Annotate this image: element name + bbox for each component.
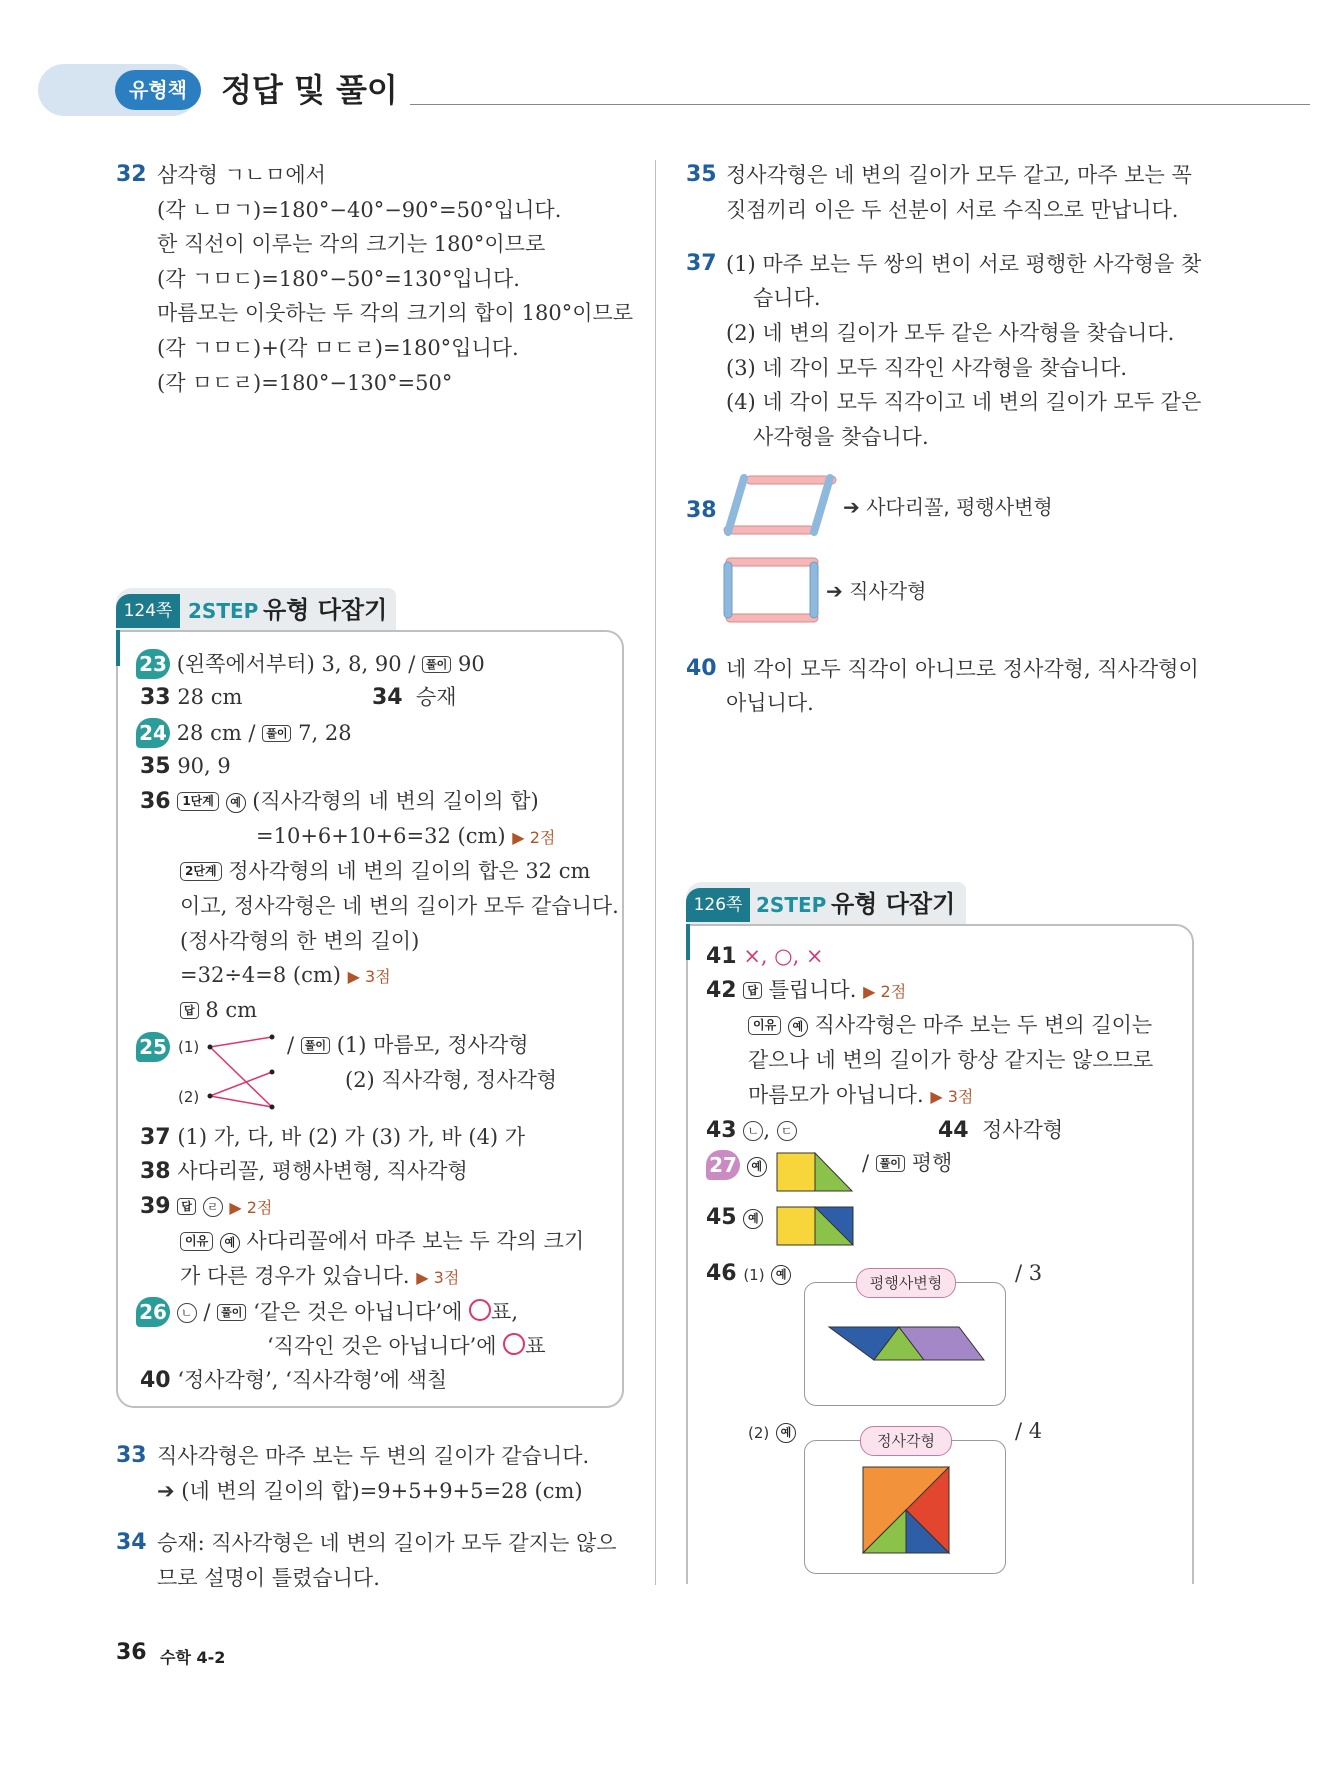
circled-letter: ㄹ <box>203 1197 223 1217</box>
row-23-after: 90 <box>451 652 485 676</box>
bubble-27: 27 <box>706 1150 740 1180</box>
q33-line: 직사각형은 마주 보는 두 변의 길이가 같습니다. <box>157 1444 590 1468</box>
points-label: ▶ 2점 <box>863 982 907 1001</box>
q37-number: 37 <box>686 251 717 276</box>
shape-label-2: 정사각형 <box>860 1426 952 1456</box>
row-23 <box>136 649 485 679</box>
q40-number: 40 <box>686 656 717 681</box>
row-36-line1 <box>140 788 539 815</box>
header-rule <box>410 104 1310 105</box>
q32-line: 한 직선이 이루는 각의 크기는 180°이므로 <box>157 232 546 256</box>
matching-lines <box>205 1030 285 1110</box>
row-41-text: ×, ○, × <box>743 944 824 968</box>
q37-line: (1) 마주 보는 두 쌍의 변이 서로 평행한 사각형을 찾 <box>726 252 1202 276</box>
row-39-line3 <box>180 1263 459 1291</box>
q33-line: ➔ (네 변의 길이의 합)=9+5+9+5=28 (cm) <box>157 1479 583 1503</box>
row-46-count2: / 4 <box>1015 1419 1043 1443</box>
row-42-line2 <box>748 1012 1152 1038</box>
box-page-tag: 124쪽 <box>116 594 180 628</box>
num-44: 44 <box>938 1118 969 1143</box>
tangram-square <box>862 1466 952 1556</box>
q32-number: 32 <box>116 162 147 187</box>
row-36-text: 8 cm <box>198 998 258 1022</box>
header-badge: 유형책 <box>115 70 201 110</box>
num-45: 45 <box>706 1205 737 1230</box>
row-36-text: =32÷4=8 (cm) <box>180 963 341 987</box>
q32-line: (각 ㄱㅁㄷ)+(각 ㅁㄷㄹ)=180°입니다. <box>157 336 519 360</box>
row-25-text: (1) 마름모, 정사각형 <box>336 1033 529 1057</box>
row-34-text: 승재 <box>415 685 457 709</box>
circle-mark <box>503 1333 525 1355</box>
row-36-line2 <box>256 823 555 851</box>
points-label: ▶ 2점 <box>512 828 556 847</box>
row-40-text: ‘정사각형’, ‘직사각형’에 색칠 <box>177 1368 448 1392</box>
row-41 <box>706 943 824 970</box>
example-mark: 예 <box>226 793 246 813</box>
row-36-text: (직사각형의 네 변의 길이의 합) <box>245 789 539 813</box>
q40-line: 아닙니다. <box>726 691 814 715</box>
row-39-text: 가 다른 경우가 있습니다. <box>180 1264 410 1288</box>
row-25-line2: (2) 직사각형, 정사각형 <box>345 1068 558 1092</box>
row-40 <box>140 1367 447 1394</box>
bubble-24: 24 <box>136 718 170 748</box>
num-42: 42 <box>706 978 737 1003</box>
q34-number: 34 <box>116 1530 147 1555</box>
row-25-b: (2) <box>178 1088 200 1106</box>
q32-line: 마름모는 이웃하는 두 각의 크기의 합이 180°이므로 <box>157 301 634 325</box>
num-39: 39 <box>140 1194 171 1219</box>
row-26-line1: 26 ㄴ / 풀이 ‘같은 것은 아닙니다’에 표, <box>136 1297 518 1327</box>
row-25-line1: / 풀이 (1) 마름모, 정사각형 <box>287 1033 529 1057</box>
tangram-figure-45 <box>776 1206 854 1248</box>
example-mark: 예 <box>743 1209 763 1229</box>
answer-badge: 답 <box>177 1198 196 1215</box>
row-33 <box>140 684 242 711</box>
circled-letter: ㄴ <box>177 1303 197 1323</box>
row-37-text: (1) 가, 다, 바 (2) 가 (3) 가, 바 (4) 가 <box>177 1125 526 1149</box>
row-46-part2: (2) <box>748 1424 770 1442</box>
num-41: 41 <box>706 944 737 969</box>
row-24 <box>136 718 352 748</box>
header-title: 정답 및 풀이 <box>221 71 398 109</box>
example-mark: 예 <box>776 1423 796 1443</box>
example-mark: 예 <box>747 1157 767 1177</box>
row-46-count1: / 3 <box>1015 1261 1043 1285</box>
reason-badge: 이유 <box>748 1016 781 1035</box>
circle-mark <box>469 1299 491 1321</box>
answer-badge: 답 <box>743 982 762 999</box>
row-27-text: / 풀이 평행 <box>862 1151 953 1175</box>
row-35 <box>140 753 231 780</box>
shape-label-1: 평행사변형 <box>856 1268 956 1298</box>
row-42-text: 직사각형은 마주 보는 두 변의 길이는 <box>807 1013 1153 1037</box>
row-43: 43 ㄴ , ㄷ <box>706 1117 797 1144</box>
q32-line: 삼각형 ㄱㄴㅁ에서 <box>157 163 326 187</box>
tangram-parallelogram <box>828 1326 988 1362</box>
row-42-line4 <box>748 1082 973 1110</box>
box-title: 유형 다잡기 <box>831 890 956 918</box>
row-46-line1 <box>706 1260 791 1288</box>
stick-parallelogram-figure <box>722 470 840 542</box>
points-label: ▶ 2점 <box>229 1198 273 1217</box>
points-label: ▶ 3점 <box>930 1087 974 1106</box>
box-accent <box>686 924 690 960</box>
num-43: 43 <box>706 1118 737 1143</box>
bubble-23: 23 <box>136 649 170 679</box>
pul-badge: 풀이 <box>262 725 291 742</box>
q32-line: (각 ㄱㅁㄷ)=180°−50°=130°입니다. <box>157 267 520 291</box>
row-26-text: 표 <box>525 1334 546 1358</box>
q37-line: 사각형을 찾습니다. <box>753 425 929 449</box>
q32-line: (각 ㅁㄷㄹ)=180°−130°=50° <box>157 371 453 395</box>
row-23-text: (왼쪽에서부터) 3, 8, 90 / <box>176 652 423 676</box>
num-40: 40 <box>140 1368 171 1393</box>
num-37: 37 <box>140 1125 171 1150</box>
tangram-figure-27 <box>776 1152 854 1194</box>
row-42-text: 마름모가 아닙니다. <box>748 1083 924 1107</box>
bubble-25-wrap <box>136 1032 170 1062</box>
q40-line: 네 각이 모두 직각이 아니므로 정사각형, 직사각형이 <box>726 657 1199 681</box>
row-46-part1: (1) <box>743 1266 765 1284</box>
row-27-after: 평행 <box>905 1151 953 1175</box>
example-mark: 예 <box>788 1017 808 1037</box>
q33-number: 33 <box>116 1443 147 1468</box>
q35-number: 35 <box>686 162 717 187</box>
bubble-25: 25 <box>136 1032 170 1062</box>
page-number: 36 <box>116 1640 147 1665</box>
column-divider <box>655 160 656 1585</box>
row-36-line4: 이고, 정사각형은 네 변의 길이가 모두 같습니다. <box>180 894 619 918</box>
row-39-line1 <box>140 1193 272 1221</box>
row-44 <box>938 1117 1063 1144</box>
row-26-text: 표, <box>491 1300 518 1324</box>
row-44-text: 정사각형 <box>981 1118 1064 1142</box>
box-accent <box>116 630 120 666</box>
example-mark: 예 <box>771 1265 791 1285</box>
row-24-text: 28 cm / <box>176 721 263 745</box>
row-36-answer <box>180 997 257 1023</box>
points-label: ▶ 3점 <box>416 1268 460 1287</box>
box-title: 유형 다잡기 <box>263 596 388 624</box>
book-name: 수학 4-2 <box>160 1648 226 1667</box>
answer-badge: 답 <box>180 1002 199 1019</box>
q37-line: (2) 네 변의 길이가 모두 같은 사각형을 찾습니다. <box>726 321 1175 345</box>
row-36-line5: (정사각형의 한 변의 길이) <box>180 929 420 953</box>
row-35-text: 90, 9 <box>177 754 231 778</box>
example-mark: 예 <box>220 1233 240 1253</box>
row-36-line6 <box>180 962 391 990</box>
q38-answer1: ➔ 사다리꼴, 평행사변형 <box>843 495 1053 519</box>
reason-badge: 이유 <box>180 1232 213 1251</box>
row-42-text: 틀립니다. <box>761 978 857 1002</box>
box-step-label: 2STEP <box>188 599 259 623</box>
q35-line: 짓점끼리 이은 두 선분이 서로 수직으로 만납니다. <box>726 198 1179 222</box>
num-34: 34 <box>372 685 403 710</box>
q34-line: 승재: 직사각형은 네 변의 길이가 모두 같지는 않으 <box>157 1531 617 1555</box>
row-37 <box>140 1124 525 1151</box>
row-42-line3: 같으나 네 변의 길이가 항상 같지는 않으므로 <box>748 1048 1154 1072</box>
num-38: 38 <box>140 1159 171 1184</box>
row-42-line1 <box>706 977 906 1005</box>
circled-letter: ㄴ <box>743 1121 763 1141</box>
row-39-text: 사다리꼴에서 마주 보는 두 각의 크기 <box>239 1229 585 1253</box>
q38-number: 38 <box>686 498 717 523</box>
stick-rectangle-figure <box>722 556 822 626</box>
row-36-text: =10+6+10+6=32 (cm) <box>256 824 506 848</box>
row-25-a: (1) <box>178 1038 200 1056</box>
num-46: 46 <box>706 1261 737 1286</box>
q35-line: 정사각형은 네 변의 길이가 모두 같고, 마주 보는 꼭 <box>726 163 1192 187</box>
pul-badge: 풀이 <box>217 1304 246 1321</box>
q37-line: 습니다. <box>753 286 821 310</box>
pul-badge: 풀이 <box>422 656 451 673</box>
bubble-26: 26 <box>136 1297 170 1327</box>
box-step-label: 2STEP <box>756 893 827 917</box>
row-39-line2 <box>180 1228 584 1254</box>
row-26-text: ‘같은 것은 아닙니다’에 <box>253 1300 470 1324</box>
q37-line: (3) 네 각이 모두 직각인 사각형을 찾습니다. <box>726 356 1128 380</box>
row-38-text: 사다리꼴, 평행사변형, 직사각형 <box>177 1159 468 1183</box>
pul-badge: 풀이 <box>301 1037 330 1054</box>
q34-line: 므로 설명이 틀렸습니다. <box>157 1566 380 1590</box>
num-33: 33 <box>140 685 171 710</box>
num-35: 35 <box>140 754 171 779</box>
row-27 <box>706 1150 767 1180</box>
row-46-line2 <box>748 1418 796 1446</box>
step1-badge: 1단계 <box>177 792 219 811</box>
row-45 <box>706 1204 763 1231</box>
num-36: 36 <box>140 789 171 814</box>
row-33-text: 28 cm <box>177 685 243 709</box>
row-38 <box>140 1158 468 1185</box>
q37-line: (4) 네 각이 모두 직각이고 네 변의 길이가 모두 같은 <box>726 390 1202 414</box>
circled-letter: ㄷ <box>777 1121 797 1141</box>
q38-answer2: ➔ 직사각형 <box>826 579 927 603</box>
row-26-text: ‘직각인 것은 아닙니다’에 <box>267 1334 504 1358</box>
row-36-line3 <box>180 858 590 884</box>
q32-line: (각 ㄴㅁㄱ)=180°−40°−90°=50°입니다. <box>157 198 562 222</box>
row-36-text: 정사각형의 네 변의 길이의 합은 32 cm <box>221 859 591 883</box>
step2-badge: 2단계 <box>180 862 222 881</box>
points-label: ▶ 3점 <box>347 967 391 986</box>
row-34 <box>372 684 457 711</box>
row-26-line2 <box>267 1333 546 1359</box>
row-24-after: 7, 28 <box>291 721 352 745</box>
pul-badge: 풀이 <box>876 1155 905 1172</box>
box-page-tag: 126쪽 <box>686 888 750 922</box>
